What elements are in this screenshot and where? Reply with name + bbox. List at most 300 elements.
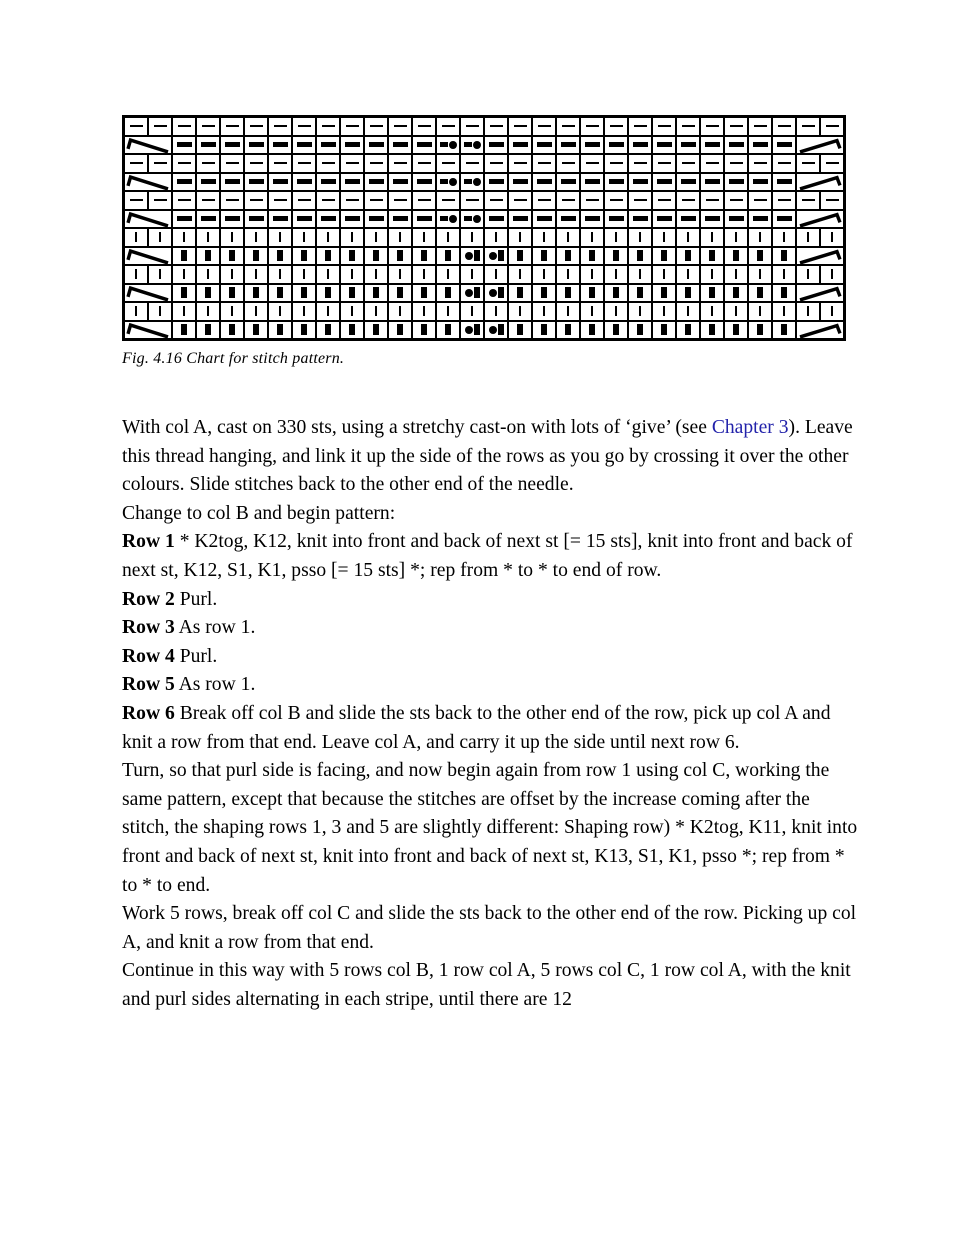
chart-cell-D	[317, 174, 339, 191]
knit-bar-icon	[615, 232, 617, 242]
chart-cell-R	[797, 211, 843, 228]
chart-cell-d	[629, 118, 651, 135]
knit-bold-bar-icon	[445, 250, 451, 261]
chart-cell-I	[341, 248, 363, 265]
chart-cell-d	[389, 155, 411, 172]
chart-cell-i	[485, 266, 507, 283]
purl-dash-icon	[514, 199, 527, 201]
chart-cell-I	[245, 322, 267, 339]
knit-bar-icon	[279, 269, 281, 279]
knit-bar-icon	[663, 269, 665, 279]
purl-bold-dash-icon	[345, 142, 360, 147]
purl-dash-icon	[730, 162, 743, 164]
purl-bold-dash-icon	[273, 216, 288, 221]
chart-cell-d	[797, 192, 819, 209]
chart-cell-D	[581, 174, 603, 191]
purl-dash-icon	[226, 125, 239, 127]
knit-bold-bar-icon	[517, 250, 523, 261]
chart-cell-I	[245, 248, 267, 265]
chart-cell-D	[581, 211, 603, 228]
knit-bold-bar-icon	[421, 287, 427, 298]
chart-cell-d	[701, 118, 723, 135]
chart-cell-d	[821, 192, 843, 209]
paragraph	[122, 757, 862, 900]
knit-bold-bar-icon	[181, 287, 187, 298]
purl-dash-icon	[274, 199, 287, 201]
chart-cell-i	[629, 266, 651, 283]
chart-cell-D	[629, 174, 651, 191]
purl-bold-dash-icon	[561, 142, 576, 147]
chart-cell-D	[605, 137, 627, 154]
knit-bar-icon	[207, 269, 209, 279]
purl-bold-dash-icon	[609, 179, 624, 184]
chart-cell-D	[365, 137, 387, 154]
knit-bar-icon	[783, 232, 785, 242]
chart-cell-I	[533, 322, 555, 339]
text-run: Work 5 rows, break off col C and slide the sts back to the other end of the row. Picking up col A, and knit a row from that end.	[122, 903, 857, 953]
chart-cell-L	[125, 211, 171, 228]
text-run: * K2tog, K12, knit into front and back of next st [= 15 sts], knit into front and back of next st, K12, S1, K1, psso [= 15 sts] *; rep from * to * to end of row.	[122, 531, 853, 581]
chart-cell-d	[509, 192, 531, 209]
chart-cell-I	[437, 322, 459, 339]
purl-dash-icon	[586, 199, 599, 201]
knit-bar-icon	[351, 269, 353, 279]
knit-bold-bar-icon	[301, 287, 307, 298]
text-run: Turn, so that purl side is facing, and now begin again from row 1 using col C, working the same pattern, except that because the stitches are offset by the increase coming after the stitch, the shaping rows 1, 3 and 5 are slightly different: Shaping row) * K2tog, K11, knit into front and back of next st, knit into front and back of next st, K13, S1, K1, psso *; rep from * to * to end.	[122, 760, 858, 896]
paragraph	[122, 643, 862, 672]
knit-bar-icon	[735, 269, 737, 279]
knit-bold-bar-icon	[757, 324, 763, 335]
chart-cell-d	[677, 118, 699, 135]
knit-bar-icon	[207, 232, 209, 242]
chart-cell-D	[749, 137, 771, 154]
chart-cell-i	[149, 229, 171, 246]
chart-cell-D	[749, 211, 771, 228]
knit-bold-bar-icon	[397, 324, 403, 335]
knit-bar-icon	[543, 232, 545, 242]
chart-cell-d	[437, 155, 459, 172]
chart-cell-i	[725, 229, 747, 246]
knit-bar-icon	[375, 306, 377, 316]
chart-cell-d	[749, 118, 771, 135]
purl-bold-dash-icon	[393, 179, 408, 184]
increase-dot-icon	[465, 252, 473, 260]
knit-bar-icon	[327, 269, 329, 279]
chart-cell-i	[389, 303, 411, 320]
chart-cell-I	[725, 322, 747, 339]
knit-bold-bar-icon	[613, 324, 619, 335]
chart-cell-I	[509, 285, 531, 302]
chart-cell-D	[725, 137, 747, 154]
chart-cell-D	[413, 174, 435, 191]
chart-cell-i	[485, 229, 507, 246]
chart-cell-i	[773, 229, 795, 246]
increase-dot-icon	[449, 178, 457, 186]
purl-dash-icon	[802, 162, 815, 164]
chart-cell-D	[773, 137, 795, 154]
chart-cell-D	[293, 174, 315, 191]
increase-dot-icon	[465, 326, 473, 334]
chart-cell-D	[725, 211, 747, 228]
purl-dash-icon	[562, 199, 575, 201]
purl-bold-dash-icon	[369, 142, 384, 147]
knit-bar-icon	[351, 232, 353, 242]
purl-bold-dash-icon	[201, 142, 216, 147]
purl-bold-dash-icon	[489, 179, 504, 184]
purl-bold-dash-icon	[345, 216, 360, 221]
knit-bar-icon	[183, 269, 185, 279]
chart-cell-I	[197, 285, 219, 302]
chart-cell-i	[317, 229, 339, 246]
purl-dash-icon	[634, 199, 647, 201]
knit-bar-icon	[831, 269, 833, 279]
right-decrease-icon	[797, 322, 843, 339]
text-run: Purl.	[174, 645, 218, 667]
chart-cell-I	[605, 285, 627, 302]
purl-dash-icon	[826, 199, 839, 201]
chart-cell-i	[173, 266, 195, 283]
chapter-link[interactable]: Chapter 3	[711, 417, 789, 438]
chart-cell-d	[413, 192, 435, 209]
purl-bold-dash-icon	[633, 216, 648, 221]
chart-cell-D	[221, 211, 243, 228]
chart-cell-i	[509, 229, 531, 246]
knit-bar-icon	[807, 306, 809, 316]
chart-cell-D	[533, 137, 555, 154]
chart-cell-i	[509, 266, 531, 283]
purl-dash-icon	[490, 199, 503, 201]
chart-cell-L	[125, 285, 171, 302]
chart-cell-D	[389, 211, 411, 228]
chart-cell-i	[245, 303, 267, 320]
chart-cell-d	[725, 155, 747, 172]
stitch-chart	[122, 115, 846, 341]
purl-bold-dash-icon	[777, 179, 792, 184]
purl-bold-dash-icon	[177, 179, 192, 184]
chart-cell-i	[581, 266, 603, 283]
purl-bold-dash-icon	[729, 142, 744, 147]
knit-bar-icon	[447, 306, 449, 316]
purl-dash-icon	[706, 199, 719, 201]
knit-bold-bar-icon	[277, 250, 283, 261]
paragraph	[122, 700, 862, 757]
chart-cell-d	[245, 192, 267, 209]
knit-bold-bar-icon	[637, 250, 643, 261]
chart-cell-d	[653, 155, 675, 172]
knit-bold-bar-icon	[589, 287, 595, 298]
chart-cell-D	[509, 211, 531, 228]
purl-dash-icon	[130, 125, 143, 127]
chart-cell-i	[797, 266, 819, 283]
knit-bar-icon	[183, 306, 185, 316]
knit-bar-icon	[591, 232, 593, 242]
purl-bold-dash-icon	[561, 179, 576, 184]
chart-cell-D	[677, 211, 699, 228]
chart-cell-I	[773, 322, 795, 339]
chart-cell-D	[245, 137, 267, 154]
chart-cell-d	[125, 155, 147, 172]
chart-cell-d	[725, 118, 747, 135]
knit-bar-icon	[135, 306, 137, 316]
increase-dot-icon	[449, 141, 457, 149]
chart-cell-D	[269, 211, 291, 228]
knit-bar-icon	[567, 306, 569, 316]
chart-cell-i	[149, 303, 171, 320]
chart-cell-d	[293, 118, 315, 135]
chart-cell-i	[629, 229, 651, 246]
chart-cell-D	[677, 174, 699, 191]
chart-cell-D	[173, 211, 195, 228]
chart-cell-I	[749, 248, 771, 265]
knit-bold-bar-icon	[253, 250, 259, 261]
text-run: Break off col B and slide the sts back to the other end of the row, pick up col A and knit a row from that end. Leave col A, and carry it up the side until next row 6.	[122, 702, 831, 753]
purl-bold-dash-icon	[225, 179, 240, 184]
purl-bold-dash-icon	[513, 142, 528, 147]
chart-cell-I	[437, 285, 459, 302]
purl-bold-dash-icon	[489, 142, 504, 147]
increase-dot-icon	[489, 252, 497, 260]
chart-cell-d	[653, 192, 675, 209]
chart-cell-i	[317, 303, 339, 320]
knit-bold-bar-icon	[517, 324, 523, 335]
knit-bar-icon	[303, 269, 305, 279]
knit-bold-bar-icon	[661, 324, 667, 335]
knit-bar-icon	[423, 269, 425, 279]
purl-bold-dash-icon	[657, 179, 672, 184]
purl-dash-icon	[682, 162, 695, 164]
body-text	[122, 414, 862, 1014]
knit-bar-icon	[831, 306, 833, 316]
knit-bar-icon	[327, 232, 329, 242]
knit-bar-icon	[759, 306, 761, 316]
chart-cell-d	[365, 118, 387, 135]
knit-bar-icon	[327, 306, 329, 316]
chart-cell-D	[653, 211, 675, 228]
paragraph	[122, 528, 862, 585]
knit-bold-bar-icon	[205, 324, 211, 335]
purl-dash-icon	[514, 162, 527, 164]
chart-cell-i	[821, 303, 843, 320]
chart-cell-I	[509, 322, 531, 339]
purl-bold-dash-icon	[249, 179, 264, 184]
chart-cell-d	[149, 192, 171, 209]
increase-dot-icon	[489, 289, 497, 297]
knit-bold-bar-icon	[541, 324, 547, 335]
chart-cell-i	[701, 303, 723, 320]
chart-cell-d	[173, 155, 195, 172]
purl-dash-icon	[562, 125, 575, 127]
chart-cell-i	[269, 303, 291, 320]
chart-cell-d	[461, 118, 483, 135]
chart-cell-I	[365, 248, 387, 265]
purl-bold-dash-icon	[753, 216, 768, 221]
knit-bar-icon	[711, 232, 713, 242]
purl-dash-icon	[250, 162, 263, 164]
text-run: Change to col B and begin pattern:	[122, 502, 396, 524]
knit-bar-icon	[231, 306, 233, 316]
knit-bold-bar-icon	[637, 287, 643, 298]
knit-bar-icon	[399, 306, 401, 316]
purl-bold-dash-icon	[273, 142, 288, 147]
purl-dash-icon	[706, 125, 719, 127]
knit-bold-bar-icon	[349, 287, 355, 298]
chart-cell-D	[269, 137, 291, 154]
chart-cell-D	[365, 174, 387, 191]
chart-cell-i	[221, 266, 243, 283]
knit-bold-bar-icon	[565, 287, 571, 298]
knit-bar-icon	[231, 232, 233, 242]
purl-bold-dash-icon	[657, 216, 672, 221]
chart-cell-I	[245, 285, 267, 302]
chart-cell-D	[701, 137, 723, 154]
chart-cell-i	[725, 303, 747, 320]
purl-bold-dash-icon	[513, 179, 528, 184]
purl-bold-dash-icon	[369, 216, 384, 221]
purl-dash-icon	[322, 162, 335, 164]
knit-bar-icon	[255, 269, 257, 279]
chart-cell-d	[197, 118, 219, 135]
chart-cell-i	[173, 229, 195, 246]
knit-bar-icon	[159, 269, 161, 279]
knit-bold-bar-icon	[565, 324, 571, 335]
purl-bold-dash-icon	[273, 179, 288, 184]
chart-cell-d	[245, 155, 267, 172]
chart-cell-I	[389, 322, 411, 339]
chart-cell-d	[701, 155, 723, 172]
purl-bold-dash-icon	[393, 142, 408, 147]
left-decrease-icon	[125, 322, 171, 339]
purl-bold-dash-icon	[321, 142, 336, 147]
chart-cell-oI	[461, 248, 483, 265]
chart-cell-d	[629, 192, 651, 209]
page-content	[122, 115, 862, 1014]
knit-bold-bar-icon	[733, 250, 739, 261]
chart-cell-D	[533, 174, 555, 191]
purl-dash-icon	[634, 125, 647, 127]
chart-cell-I	[413, 248, 435, 265]
paragraph	[122, 500, 862, 529]
row-label: Row 1	[122, 531, 175, 553]
chart-cell-i	[605, 303, 627, 320]
chart-cell-D	[341, 211, 363, 228]
knit-bold-bar-icon	[325, 250, 331, 261]
chart-cell-d	[605, 155, 627, 172]
chart-cell-Do	[461, 174, 483, 191]
chart-cell-I	[173, 322, 195, 339]
knit-bold-bar-icon	[474, 324, 480, 335]
knit-bar-icon	[711, 269, 713, 279]
purl-bold-dash-icon	[369, 179, 384, 184]
purl-dash-icon	[778, 125, 791, 127]
purl-dash-icon	[682, 199, 695, 201]
chart-cell-I	[413, 285, 435, 302]
right-decrease-icon	[797, 211, 843, 228]
chart-cell-I	[581, 285, 603, 302]
chart-cell-i	[125, 266, 147, 283]
knit-bar-icon	[687, 232, 689, 242]
chart-cell-d	[461, 192, 483, 209]
chart-cell-D	[509, 174, 531, 191]
chart-cell-I	[581, 248, 603, 265]
chart-cell-D	[341, 137, 363, 154]
chart-cell-Do	[461, 211, 483, 228]
knit-bar-icon	[231, 269, 233, 279]
chart-cell-d	[533, 118, 555, 135]
chart-cell-R	[797, 137, 843, 154]
chart-cell-i	[653, 266, 675, 283]
knit-bar-icon	[639, 306, 641, 316]
knit-bold-bar-icon	[589, 250, 595, 261]
purl-dash-icon	[442, 199, 455, 201]
text-run: Continue in this way with 5 rows col B, 1 row col A, 5 rows col C, 1 row col A, with the knit and purl sides alternating in each stripe, until there are 12	[122, 960, 851, 1010]
chart-cell-d	[773, 118, 795, 135]
knit-bar-icon	[423, 306, 425, 316]
paragraph	[122, 671, 862, 700]
knit-bar-icon	[687, 269, 689, 279]
knit-bold-bar-icon	[205, 287, 211, 298]
chart-cell-i	[437, 229, 459, 246]
chart-cell-i	[797, 303, 819, 320]
purl-bold-dash-icon	[705, 142, 720, 147]
chart-cell-D	[653, 137, 675, 154]
knit-bold-bar-icon	[781, 287, 787, 298]
purl-dash-icon	[226, 162, 239, 164]
knit-bold-bar-icon	[541, 287, 547, 298]
chart-cell-Do	[437, 174, 459, 191]
purl-bold-dash-icon	[729, 179, 744, 184]
chart-cell-d	[821, 155, 843, 172]
chart-cell-d	[437, 192, 459, 209]
chart-cell-I	[269, 248, 291, 265]
chart-cell-d	[773, 192, 795, 209]
knit-bar-icon	[783, 269, 785, 279]
chart-cell-i	[485, 303, 507, 320]
purl-dash-icon	[490, 125, 503, 127]
chart-cell-d	[581, 192, 603, 209]
purl-dash-icon	[610, 199, 623, 201]
purl-dash-icon	[250, 199, 263, 201]
chart-cell-D	[749, 174, 771, 191]
chart-cell-D	[509, 137, 531, 154]
purl-dash-icon	[466, 199, 479, 201]
purl-dash-icon	[130, 199, 143, 201]
paragraph	[122, 614, 862, 643]
chart-cell-d	[437, 118, 459, 135]
chart-cell-d	[293, 155, 315, 172]
chart-cell-I	[173, 248, 195, 265]
left-decrease-icon	[125, 211, 171, 228]
purl-bold-dash-icon	[321, 179, 336, 184]
knit-bold-bar-icon	[445, 324, 451, 335]
purl-dash-icon	[178, 125, 191, 127]
purl-dash-icon	[538, 162, 551, 164]
knit-bold-bar-icon	[474, 250, 480, 261]
chart-cell-d	[245, 118, 267, 135]
chart-cell-I	[437, 248, 459, 265]
chart-cell-i	[701, 266, 723, 283]
knit-bar-icon	[783, 306, 785, 316]
chart-cell-i	[677, 303, 699, 320]
chart-cell-I	[605, 322, 627, 339]
chart-cell-d	[269, 155, 291, 172]
chart-cell-d	[509, 118, 531, 135]
knit-bold-bar-icon	[498, 287, 504, 298]
knit-bold-bar-icon	[349, 324, 355, 335]
purl-dash-icon	[466, 125, 479, 127]
purl-dash-icon	[298, 199, 311, 201]
chart-cell-D	[245, 211, 267, 228]
purl-bold-dash-icon	[537, 216, 552, 221]
